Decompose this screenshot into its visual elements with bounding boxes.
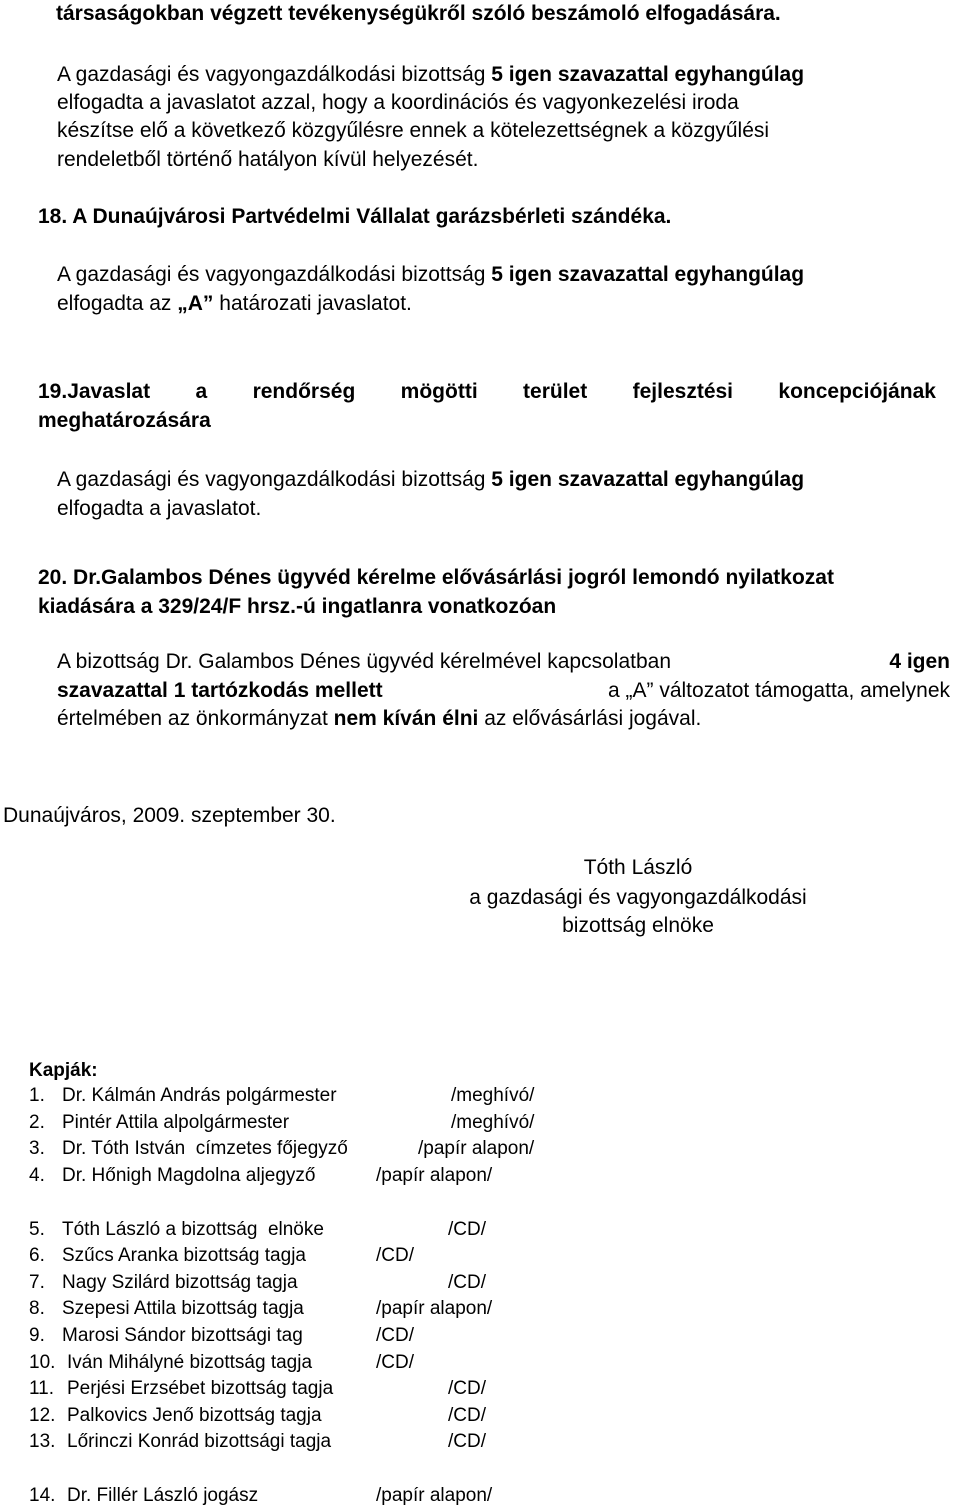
- recipient-name: Dr. Hőnigh Magdolna aljegyző: [62, 1165, 316, 1186]
- sec19-line-1: [57, 469, 804, 490]
- sec17-line-2: elfogadta a javaslatot azzal, hogy a koordinációs és vagyonkezelési iroda: [57, 91, 739, 114]
- sec20-decision: nem kíván élni: [333, 707, 479, 730]
- recipient-delivery: /meghívó/: [451, 1085, 535, 1106]
- recipient-name: Iván Mihályné bizottság tagja: [67, 1352, 313, 1373]
- sec18-line-2-post: határozati javaslatot.: [213, 292, 412, 315]
- place-date: Dunaújváros, 2009. szeptember 30.: [3, 804, 336, 827]
- sec17-line-4: rendeletből történő hatályon kívül helyezését.: [57, 148, 479, 171]
- sec19-line-2: elfogadta a javaslatot.: [57, 497, 262, 520]
- sec19-heading-word: terület: [523, 380, 588, 403]
- sec18-line-1-text: A gazdasági és vagyongazdálkodási bizottság: [57, 263, 492, 286]
- sec17-vote-result: 5 igen szavazattal egyhangúlag: [491, 63, 805, 86]
- recipient-item: [0, 1220, 960, 1242]
- recipient-delivery: /CD/: [376, 1352, 414, 1373]
- recipient-number: 1.: [29, 1085, 45, 1106]
- sec19-heading-word: koncepciójának: [778, 380, 936, 403]
- recipient-item: [0, 1273, 960, 1295]
- sec20-para-line-1: [57, 651, 950, 672]
- recipient-name: Dr. Fillér László jogász: [67, 1485, 259, 1506]
- recipient-item: [0, 1353, 960, 1375]
- sec18-line-1: [57, 264, 804, 285]
- recipient-item: [0, 1432, 960, 1454]
- recipient-number: 2.: [29, 1112, 45, 1133]
- recipient-item: [0, 1113, 960, 1135]
- sec20-para-line-1-text: A bizottság Dr. Galambos Dénes ügyvéd kérelmével kapcsolatban: [57, 650, 671, 673]
- sec20-heading-line-2: kiadására a 329/24/F hrsz.-ú ingatlanra vonatkozóan: [38, 595, 557, 618]
- sec20-para-line-3-pre: értelmében az önkormányzat: [57, 707, 334, 730]
- recipient-name: Lőrinczi Konrád bizottsági tagja: [67, 1431, 332, 1452]
- recipient-item: [0, 1139, 960, 1161]
- recipient-name: Szűcs Aranka bizottság tagja: [62, 1245, 306, 1266]
- recipient-number: 13.: [29, 1431, 56, 1452]
- recipient-number: 7.: [29, 1272, 45, 1293]
- recipient-number: 10.: [29, 1352, 56, 1373]
- sec19-heading-word: rendőrség: [252, 380, 356, 403]
- recipient-item: [0, 1379, 960, 1401]
- recipient-name: Perjési Erzsébet bizottság tagja: [67, 1378, 334, 1399]
- recipient-delivery: /papír alapon/: [418, 1138, 535, 1159]
- signatory-role-line-1: a gazdasági és vagyongazdálkodási: [469, 886, 807, 909]
- recipient-item: [0, 1299, 960, 1321]
- sec20-para-line-3: [57, 708, 701, 729]
- recipient-item: [0, 1486, 960, 1508]
- signatory-name: Tóth László: [583, 856, 693, 879]
- recipient-number: 5.: [29, 1219, 45, 1240]
- sec17-line-1: [57, 64, 804, 85]
- sec19-heading-line-1: [38, 381, 936, 402]
- recipient-item: [0, 1246, 960, 1268]
- sec18-line-2-pre: elfogadta az: [57, 292, 178, 315]
- sec20-para-line-3-post: az elővásárlási jogával.: [478, 707, 702, 730]
- recipient-item: [0, 1166, 960, 1188]
- sec19-heading-word: mögötti: [400, 380, 478, 403]
- sec18-option: „A”: [177, 292, 214, 315]
- sec20-para-line-2-text: a „A” változatot támogatta, amelynek: [608, 679, 950, 702]
- recipient-name: Tóth László a bizottság elnöke: [62, 1219, 324, 1240]
- sec18-vote-result: 5 igen szavazattal egyhangúlag: [491, 263, 805, 286]
- recipient-delivery: /CD/: [448, 1272, 486, 1293]
- sec19-heading-line-2: meghatározására: [38, 409, 211, 432]
- recipient-delivery: /CD/: [376, 1325, 414, 1346]
- recipient-delivery: /papír alapon/: [376, 1485, 493, 1506]
- sec20-vote-abstain: szavazattal 1 tartózkodás mellett: [57, 679, 383, 702]
- sec18-heading: 18. A Dunaújvárosi Partvédelmi Vállalat garázsbérleti szándéka.: [38, 205, 672, 228]
- recipient-number: 3.: [29, 1138, 45, 1159]
- recipient-delivery: /CD/: [376, 1245, 414, 1266]
- recipient-name: Dr. Kálmán András polgármester: [62, 1085, 337, 1106]
- sec19-heading-word: fejlesztési: [632, 380, 734, 403]
- recipient-delivery: /CD/: [448, 1431, 486, 1452]
- recipient-name: Szepesi Attila bizottság tagja: [62, 1298, 304, 1319]
- recipient-number: 6.: [29, 1245, 45, 1266]
- recipient-name: Dr. Tóth István címzetes főjegyző: [62, 1138, 348, 1159]
- sec19-heading-word: 19.Javaslat: [38, 380, 151, 403]
- recipient-name: Palkovics Jenő bizottság tagja: [67, 1405, 322, 1426]
- recipient-item: [0, 1326, 960, 1348]
- recipient-delivery: /CD/: [448, 1219, 486, 1240]
- sec20-vote-yes: 4 igen: [889, 650, 950, 673]
- sec19-heading-word: a: [195, 380, 208, 403]
- sec17-line-3: készítse elő a következő közgyűlésre ennek a kötelezettségnek a közgyűlési: [57, 119, 770, 142]
- sec17-line-1-text: A gazdasági és vagyongazdálkodási bizottság: [57, 63, 492, 86]
- recipient-name: Marosi Sándor bizottsági tag: [62, 1325, 303, 1346]
- intro-line: társaságokban végzett tevékenységükről szóló beszámoló elfogadására.: [56, 2, 781, 25]
- recipient-delivery: /meghívó/: [451, 1112, 535, 1133]
- recipients-title: Kapják:: [29, 1060, 98, 1081]
- recipient-item: [0, 1086, 960, 1108]
- sec19-vote-result: 5 igen szavazattal egyhangúlag: [491, 468, 805, 491]
- recipient-delivery: /CD/: [448, 1405, 486, 1426]
- sec19-line-1-text: A gazdasági és vagyongazdálkodási bizottság: [57, 468, 492, 491]
- recipient-item: [0, 1406, 960, 1428]
- signatory-role-line-2: bizottság elnöke: [562, 914, 714, 937]
- recipient-number: 14.: [29, 1485, 56, 1506]
- recipient-number: 8.: [29, 1298, 45, 1319]
- recipient-name: Pintér Attila alpolgármester: [62, 1112, 290, 1133]
- recipient-number: 12.: [29, 1405, 56, 1426]
- sec18-line-2: [57, 293, 412, 314]
- recipient-delivery: /papír alapon/: [376, 1298, 493, 1319]
- recipient-delivery: /CD/: [448, 1378, 486, 1399]
- recipient-number: 11.: [29, 1378, 55, 1399]
- sec20-para-line-2: [57, 680, 950, 701]
- recipient-number: 4.: [29, 1165, 45, 1186]
- recipient-delivery: /papír alapon/: [376, 1165, 493, 1186]
- recipient-name: Nagy Szilárd bizottság tagja: [62, 1272, 298, 1293]
- recipient-number: 9.: [29, 1325, 45, 1346]
- sec20-heading-line-1: 20. Dr.Galambos Dénes ügyvéd kérelme elővásárlási jogról lemondó nyilatkozat: [38, 566, 834, 589]
